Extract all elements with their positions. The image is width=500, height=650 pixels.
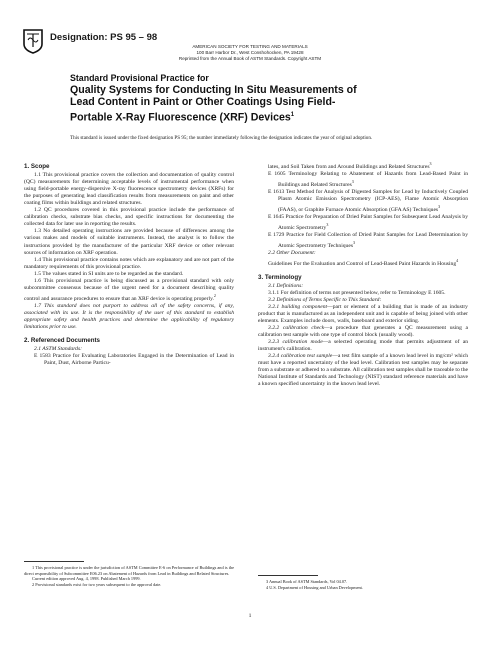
society-address: 100 Barr Harbor Dr., West Conshohocken, PA 19428: [196, 50, 304, 55]
paragraph-1-7: 1.7 This standard does not purport to address all of the safety concerns, if any, associated with its use. It is the responsibility of the user of this standard to establish appropriate safety and health practices and determine the applicability of regulatory limitations prior to use.: [24, 302, 234, 330]
footnote-3: 3 Annual Book of ASTM Standards, Vol 04.07.: [266, 579, 348, 584]
paragraph-1-6: 1.6 This provisional practice is being discussed as a provisional standard with only subcommittee consensus because of the urgent need for a document describing quality control and assurance procedures to ensure that an XRF device is operating properly.$^2$: [24, 277, 234, 302]
title-line-3: Lead Content in Paint or Other Coatings Using Field-: [70, 96, 336, 109]
footnote-mark: 1: [290, 111, 295, 118]
paragraph-3-2-1: 3.2.1 building component—part or element of a building that is made of an industry product that is manufactured as an independent unit and is capable of being joined with other elements. Examples include doors, walls, baseboard and exterior siding.: [258, 303, 468, 324]
designation: Designation: PS 95 – 98: [50, 32, 158, 43]
footnote-4: 4 U.S. Department of Housing and Urban Development.: [266, 584, 363, 590]
paragraph-3-2-2: 3.2.2 calibration check—a procedure that generates a QC measurement using a calibration test sample with one type of control block (usually wood).: [258, 325, 469, 339]
paragraph-3-1: 3.1 Definitions:: [268, 282, 304, 289]
reference-e1583: E 1583 Practice for Evaluating Laboratories Engaged in the Determination of Lead in Paint, Dust, Airborne Particu-: [34, 353, 234, 367]
section-heading-scope: 1. Scope: [24, 163, 50, 170]
left-column: [24, 160, 234, 367]
document-title: [70, 73, 400, 124]
section-heading-terminology: 3. Terminology: [258, 273, 302, 281]
reference-e1729: E 1729 Practice for Field Collection of Dried Paint Samples for Lead Determination by Atomic Spectrometry Techniques$^3$: [268, 231, 468, 249]
paragraph-1-3: 1.3 No detailed operating instructions are provided because of differences among the various makes and models of suitable instruments. Instead, the analyst is to follow the instructions provided by the manufacturer of the particular XRF device or other relevant sources of information on XRF operation.: [24, 228, 234, 256]
paragraph-1-1: 1.1 This provisional practice covers the collection and documentation of quality control (QC) measurements for determining acceptable levels of instrumental performance when using field-portable energy-dispersive X-ray fluorescence spectrometry devices (XRFs) for the purposes of generating lead classification results from measurements on paint and other coating films within buildings and related structures.: [24, 172, 234, 207]
title-line-4: Portable X-Ray Fluorescence (XRF) Devices$^1$: [70, 111, 295, 124]
footnote-1-edition: Current edition approved Aug. 4, 1998. Published March 1999.: [32, 576, 141, 582]
footnote-rule-left: [24, 561, 84, 562]
reprint-notice: Reprinted from the Annual Book of ASTM Standards. Copyright ASTM: [178, 56, 322, 61]
reference-e1583-continued: lates, and Soil Taken from and Around Buildings and Related Structures$^3$: [268, 161, 432, 170]
title-line-2: Quality Systems for Conducting In Situ Measurements of: [70, 84, 357, 96]
paragraph-1-5: 1.5 The values stated in SI units are to be regarded as the standard.: [34, 270, 184, 277]
footnotes-left: [24, 565, 234, 587]
footnote-1: 1 This provisional practice is under the jurisdiction of ASTM Committee E-6 on Performance of Buildings and is the direct responsibility of Subcommittee E06.23 on Abatement of Hazards from Lead in Buildings and Related Structures.: [24, 565, 234, 576]
title-line-1: Standard Provisional Practice for: [70, 73, 209, 83]
paragraph-3-2: 3.2 Definitions of Terms Specific to This Standard:: [268, 296, 382, 303]
footnotes-right: [258, 579, 468, 590]
paragraph-3-2-4: 3.2.4 calibration test sample—a test film sample of a known lead level in mg/cm² which must have a reported uncertainty of the lead level. Calibration test samples may be separate from a substrate or adhered to a substrate. All calibration test samples shall be traceable to the National Institute of Standards and Technology (NIST) standard reference materials and have a known specified uncertainty in the known lead level.: [258, 353, 469, 388]
society-name: AMERICAN SOCIETY FOR TESTING AND MATERIALS: [192, 44, 308, 49]
footnote-rule-right: [258, 575, 318, 576]
right-column: [258, 160, 468, 388]
paragraph-1-4: 1.4 This provisional practice contains notes which are explanatory and are not part of the mandatory requirements of this provisional practice.: [24, 256, 234, 270]
section-heading-referenced-documents: 2. Referenced Documents: [24, 336, 100, 344]
reference-e1613: E 1613 Test Method for Analysis of Digested Samples for Lead by Inductively Coupled Plasm Atomic Emission Spectrometry (ICP-AES), Flame Atomic Absorption (FAAS), or Graphite Furnace Atomic Absorption (GFA AS) Techniques$^3$: [268, 188, 468, 213]
reference-e1605: E 1605 Terminology Relating to Abatement of Hazards from Lead-Based Paint in Buildings and Related Structures$^3$: [268, 170, 468, 188]
reference-e1645: E 1645 Practice for Preparation of Dried Paint Samples for Subsequent Lead Analysis by Atomic Spectrometry$^3$: [268, 213, 468, 231]
paragraph-3-1-1: 3.1.1 For definition of terms not presented below, refer to Terminology E 1605.: [268, 289, 446, 296]
reference-guidelines: Guidelines For the Evaluation and Control of Lead-Based Paint Hazards in Housing$^4$: [268, 257, 459, 267]
standard-note: This standard is issued under the fixed designation PS 95; the number immediately following the designation indicates the year of original adoption.: [70, 135, 373, 141]
page-number: 1: [248, 613, 252, 619]
paragraph-1-2: 1.2 QC procedures covered in this provisional practice include the performance of calibration checks, substrate bias checks, and specific instructions for documenting the collected data for later use in reporting the results.: [24, 207, 234, 228]
paragraph-2-2: 2.2 Other Document:: [268, 249, 316, 256]
paragraph-3-2-3: 3.2.3 calibration mode—a selected operating mode that permits adjustment of an instrument's calibration.: [258, 339, 468, 353]
paragraph-2-1: 2.1 ASTM Standards:: [34, 345, 83, 352]
footnote-2: 2 Provisional standards exist for two years subsequent to the approval date.: [32, 581, 162, 587]
